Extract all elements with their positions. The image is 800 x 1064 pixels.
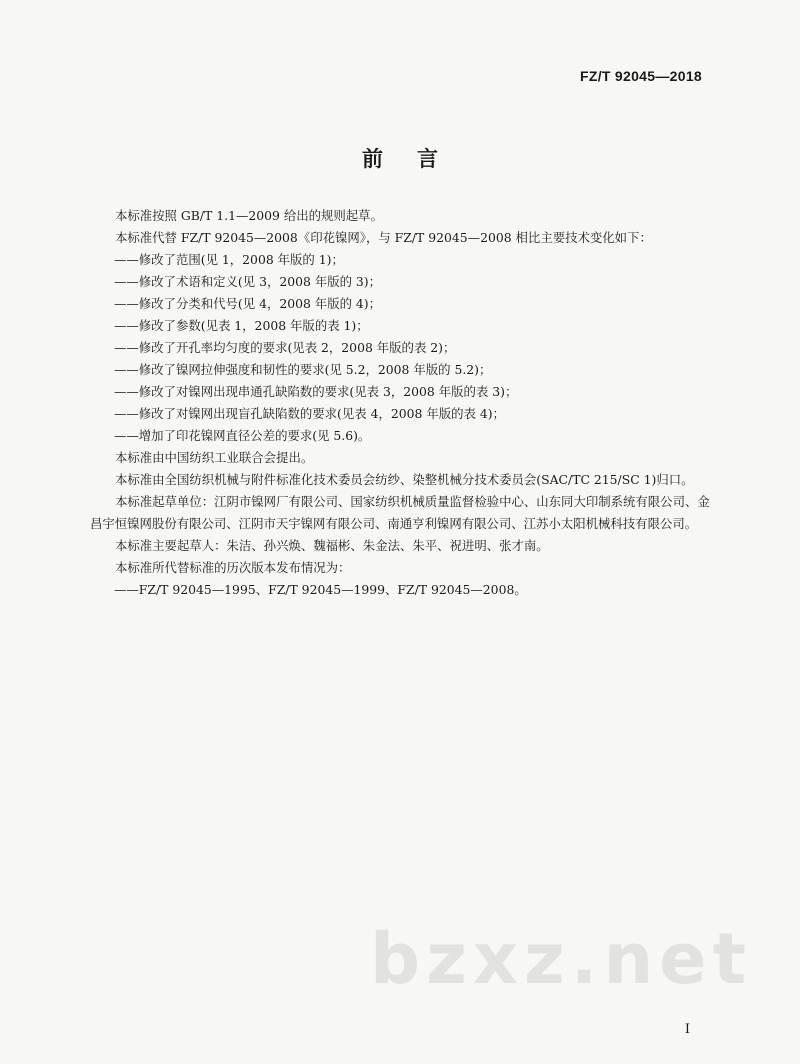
paragraph: 本标准由中国纺织工业联合会提出。: [115, 450, 314, 465]
change-item: ——修改了开孔率均匀度的要求(见表 2，2008 年版的表 2)；: [114, 340, 456, 355]
page-title: 前言: [362, 146, 472, 171]
paragraph: 本标准代替 FZ/T 92045—2008《印花镍网》，与 FZ/T 92045—2008 相比主要技术变化如下：: [115, 230, 652, 245]
change-item: ——修改了术语和定义(见 3，2008 年版的 3)；: [114, 274, 382, 289]
change-item: ——修改了对镍网出现盲孔缺陷数的要求(见表 4，2008 年版的表 4)；: [114, 406, 505, 421]
paragraph: 本标准起草单位：江阴市镍网厂有限公司、国家纺织机械质量监督检验中心、山东同大印制系统有限公司、金昌宇恒镍网股份有限公司、江阴市天宇镍网有限公司、南通亨利镍网有限公司、江苏小太阳机械科技有限公司。: [90, 494, 710, 531]
change-item: ——修改了对镍网出现串通孔缺陷数的要求(见表 3，2008 年版的表 3)；: [114, 384, 518, 399]
foreword-body: [90, 205, 710, 601]
change-item: ——修改了镍网拉伸强度和韧性的要求(见 5.2，2008 年版的 5.2)；: [114, 362, 492, 377]
page-number: I: [684, 1022, 690, 1037]
paragraph: 本标准由全国纺织机械与附件标准化技术委员会纺纱、染整机械分技术委员会(SAC/TC 215/SC 1)归口。: [115, 472, 694, 487]
version-history-item: ——FZ/T 92045—1995、FZ/T 92045—1999、FZ/T 92045—2008。: [114, 582, 527, 597]
change-item: ——修改了参数(见表 1，2008 年版的表 1)；: [114, 318, 369, 333]
watermark: bzxz.net: [370, 918, 753, 1000]
paragraph: 本标准主要起草人：朱洁、孙兴焕、魏福彬、朱金法、朱平、祝进明、张才南。: [115, 538, 549, 553]
paragraph: 本标准按照 GB/T 1.1—2009 给出的规则起草。: [115, 208, 383, 223]
standard-code: FZ/T 92045—2018: [579, 68, 702, 84]
paragraph: 本标准所代替标准的历次版本发布情况为：: [115, 560, 351, 575]
change-item: ——修改了范围(见 1，2008 年版的 1)；: [114, 252, 344, 267]
change-item: ——修改了分类和代号(见 4，2008 年版的 4)；: [114, 296, 382, 311]
change-item: ——增加了印花镍网直径公差的要求(见 5.6)。: [114, 428, 371, 443]
